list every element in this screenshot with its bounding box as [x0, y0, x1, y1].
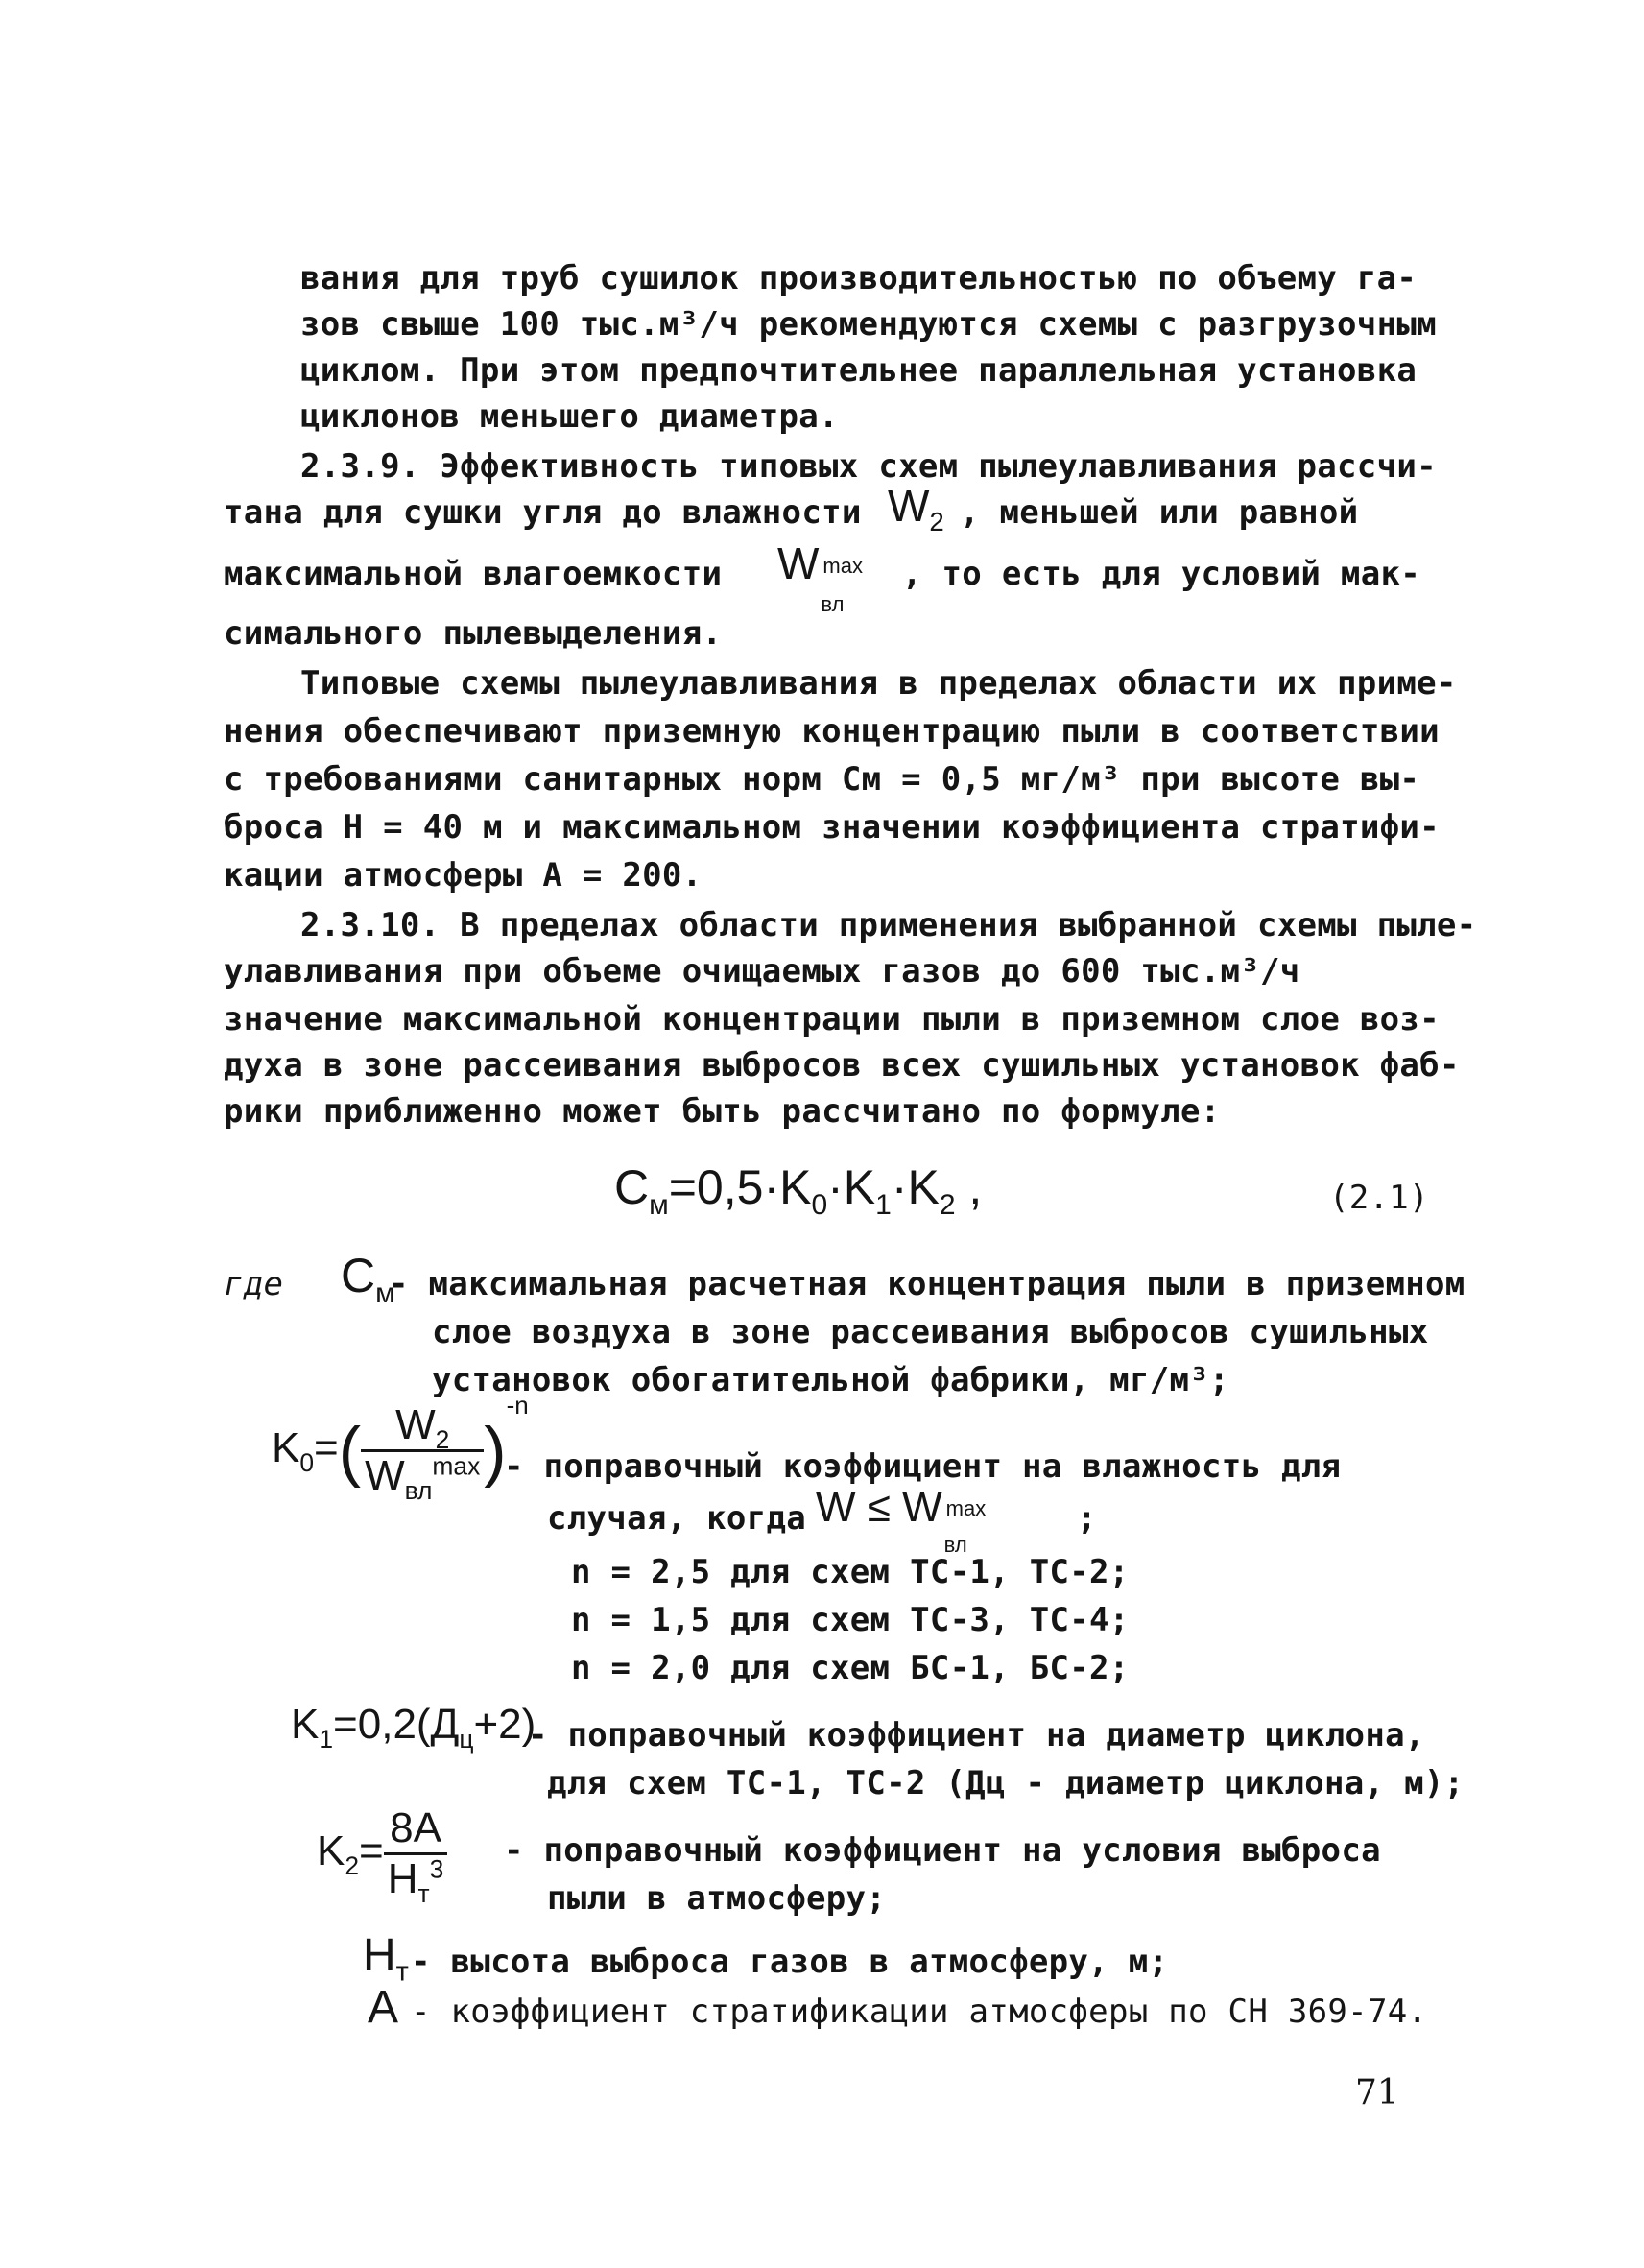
text-line-13: кации атмосферы А = 200. [224, 856, 703, 895]
wvl-max-symbol: W max вл [777, 538, 863, 616]
text-line-6: тана для сушки угля до влажности [224, 493, 862, 532]
formula-number: (2.1) [1329, 1179, 1429, 1217]
a-desc: - коэффициент стратификации атмосферы по СН 369-74. [411, 1993, 1428, 2031]
text-line-2: зов свыше 100 тыс.м³/ч рекомендуются схемы с разгрузочным [300, 305, 1437, 344]
text-line-17: духа в зоне рассеивания выбросов всех сушильных установок фаб- [224, 1046, 1460, 1085]
text-line-3: циклом. При этом предпочтительнее параллельная установка [300, 351, 1418, 390]
text-line-10: нения обеспечивают приземную концентрацию пыли в соответствии [224, 712, 1440, 751]
ht-symbol: $H_т$ [363, 1930, 409, 1988]
text-line-9: Типовые схемы пылеулавливания в пределах области их приме- [300, 664, 1457, 703]
ht-desc: - высота выброса газов в атмосферу, м; [411, 1943, 1169, 1981]
k2-formula: $K_2=$ $\frac{8A}{H_т^3}$ [317, 1804, 447, 1903]
cm-desc-1: - максимальная расчетная концентрация пыли в приземном [389, 1265, 1465, 1303]
text-line-5: 2.3.9. Эффективность типовых схем пылеулавливания рассчи- [300, 447, 1437, 486]
text-line-8: симального пылевыделения. [224, 614, 723, 653]
page-number: 71 [1355, 2073, 1399, 2113]
text-line-16: значение максимальной концентрации пыли в приземном слое воз- [224, 1000, 1440, 1039]
where-label: где [224, 1265, 284, 1303]
k2-desc-2: пыли в атмосферу; [547, 1879, 887, 1918]
text-line-18: рики приближенно может быть рассчитано по формуле: [224, 1092, 1221, 1131]
text-line-6b: , меньшей или равной [960, 493, 1359, 532]
text-line-7: максимальной влагоемкости [224, 555, 723, 593]
cm-desc-2: слое воздуха в зоне рассеивания выбросов сушильных [432, 1313, 1429, 1351]
text-line-11: с требованиями санитарных норм См = 0,5 мг/м³ при высоте вы- [224, 760, 1420, 799]
k2-desc-1: - поправочный коэффициент на условия выброса [504, 1831, 1381, 1870]
text-line-7b: , то есть для условий мак- [902, 555, 1421, 593]
text-line-1: вания для труб сушилок производительностью по объему га- [300, 259, 1418, 298]
cm-symbol: $C_м$ [341, 1249, 395, 1309]
k0-formula: $K_0=$( $\frac{W_2}{W_{вл}^{max}}$ )$^{-n}$ [272, 1391, 529, 1505]
k0-desc-1: - поправочный коэффициент на влажность для [504, 1447, 1342, 1486]
n-value-2: n = 1,5 для схем ТС-3, ТС-4; [571, 1601, 1130, 1639]
text-line-14: 2.3.10. В пределах области применения выбранной схемы пыле- [300, 906, 1477, 944]
n-value-1: n = 2,5 для схем ТС-1, ТС-2; [571, 1553, 1130, 1591]
cm-desc-3: установок обогатительной фабрики, мг/м³; [432, 1361, 1229, 1399]
text-line-12: броса Н = 40 м и максимальном значении коэффициента стратифи- [224, 808, 1440, 847]
w2-symbol: $W_2$ [888, 481, 944, 537]
formula-2-1: $C_м=0,5\cdot K_0\cdot K_1\cdot K_2$ , [614, 1160, 983, 1221]
k0-desc-2: случая, когда [547, 1499, 807, 1538]
a-symbol: A [368, 1982, 399, 2033]
k1-desc-1: - поправочный коэффициент на диаметр циклона, [528, 1716, 1425, 1755]
k0-desc-end: ; [1077, 1499, 1097, 1538]
k1-formula: $K_1=0,2(Д_ц+2)$ [291, 1701, 536, 1754]
n-value-3: n = 2,0 для схем БС-1, БС-2; [571, 1649, 1130, 1687]
k1-desc-2: для схем ТС-1, ТС-2 (Дц - диаметр циклона, м); [547, 1764, 1465, 1802]
w-leq-wmax: W ≤ W max вл [816, 1484, 987, 1557]
text-line-4: циклонов меньшего диаметра. [300, 397, 839, 436]
text-line-15: улавливания при объеме очищаемых газов до 600 тыс.м³/ч [224, 952, 1300, 991]
